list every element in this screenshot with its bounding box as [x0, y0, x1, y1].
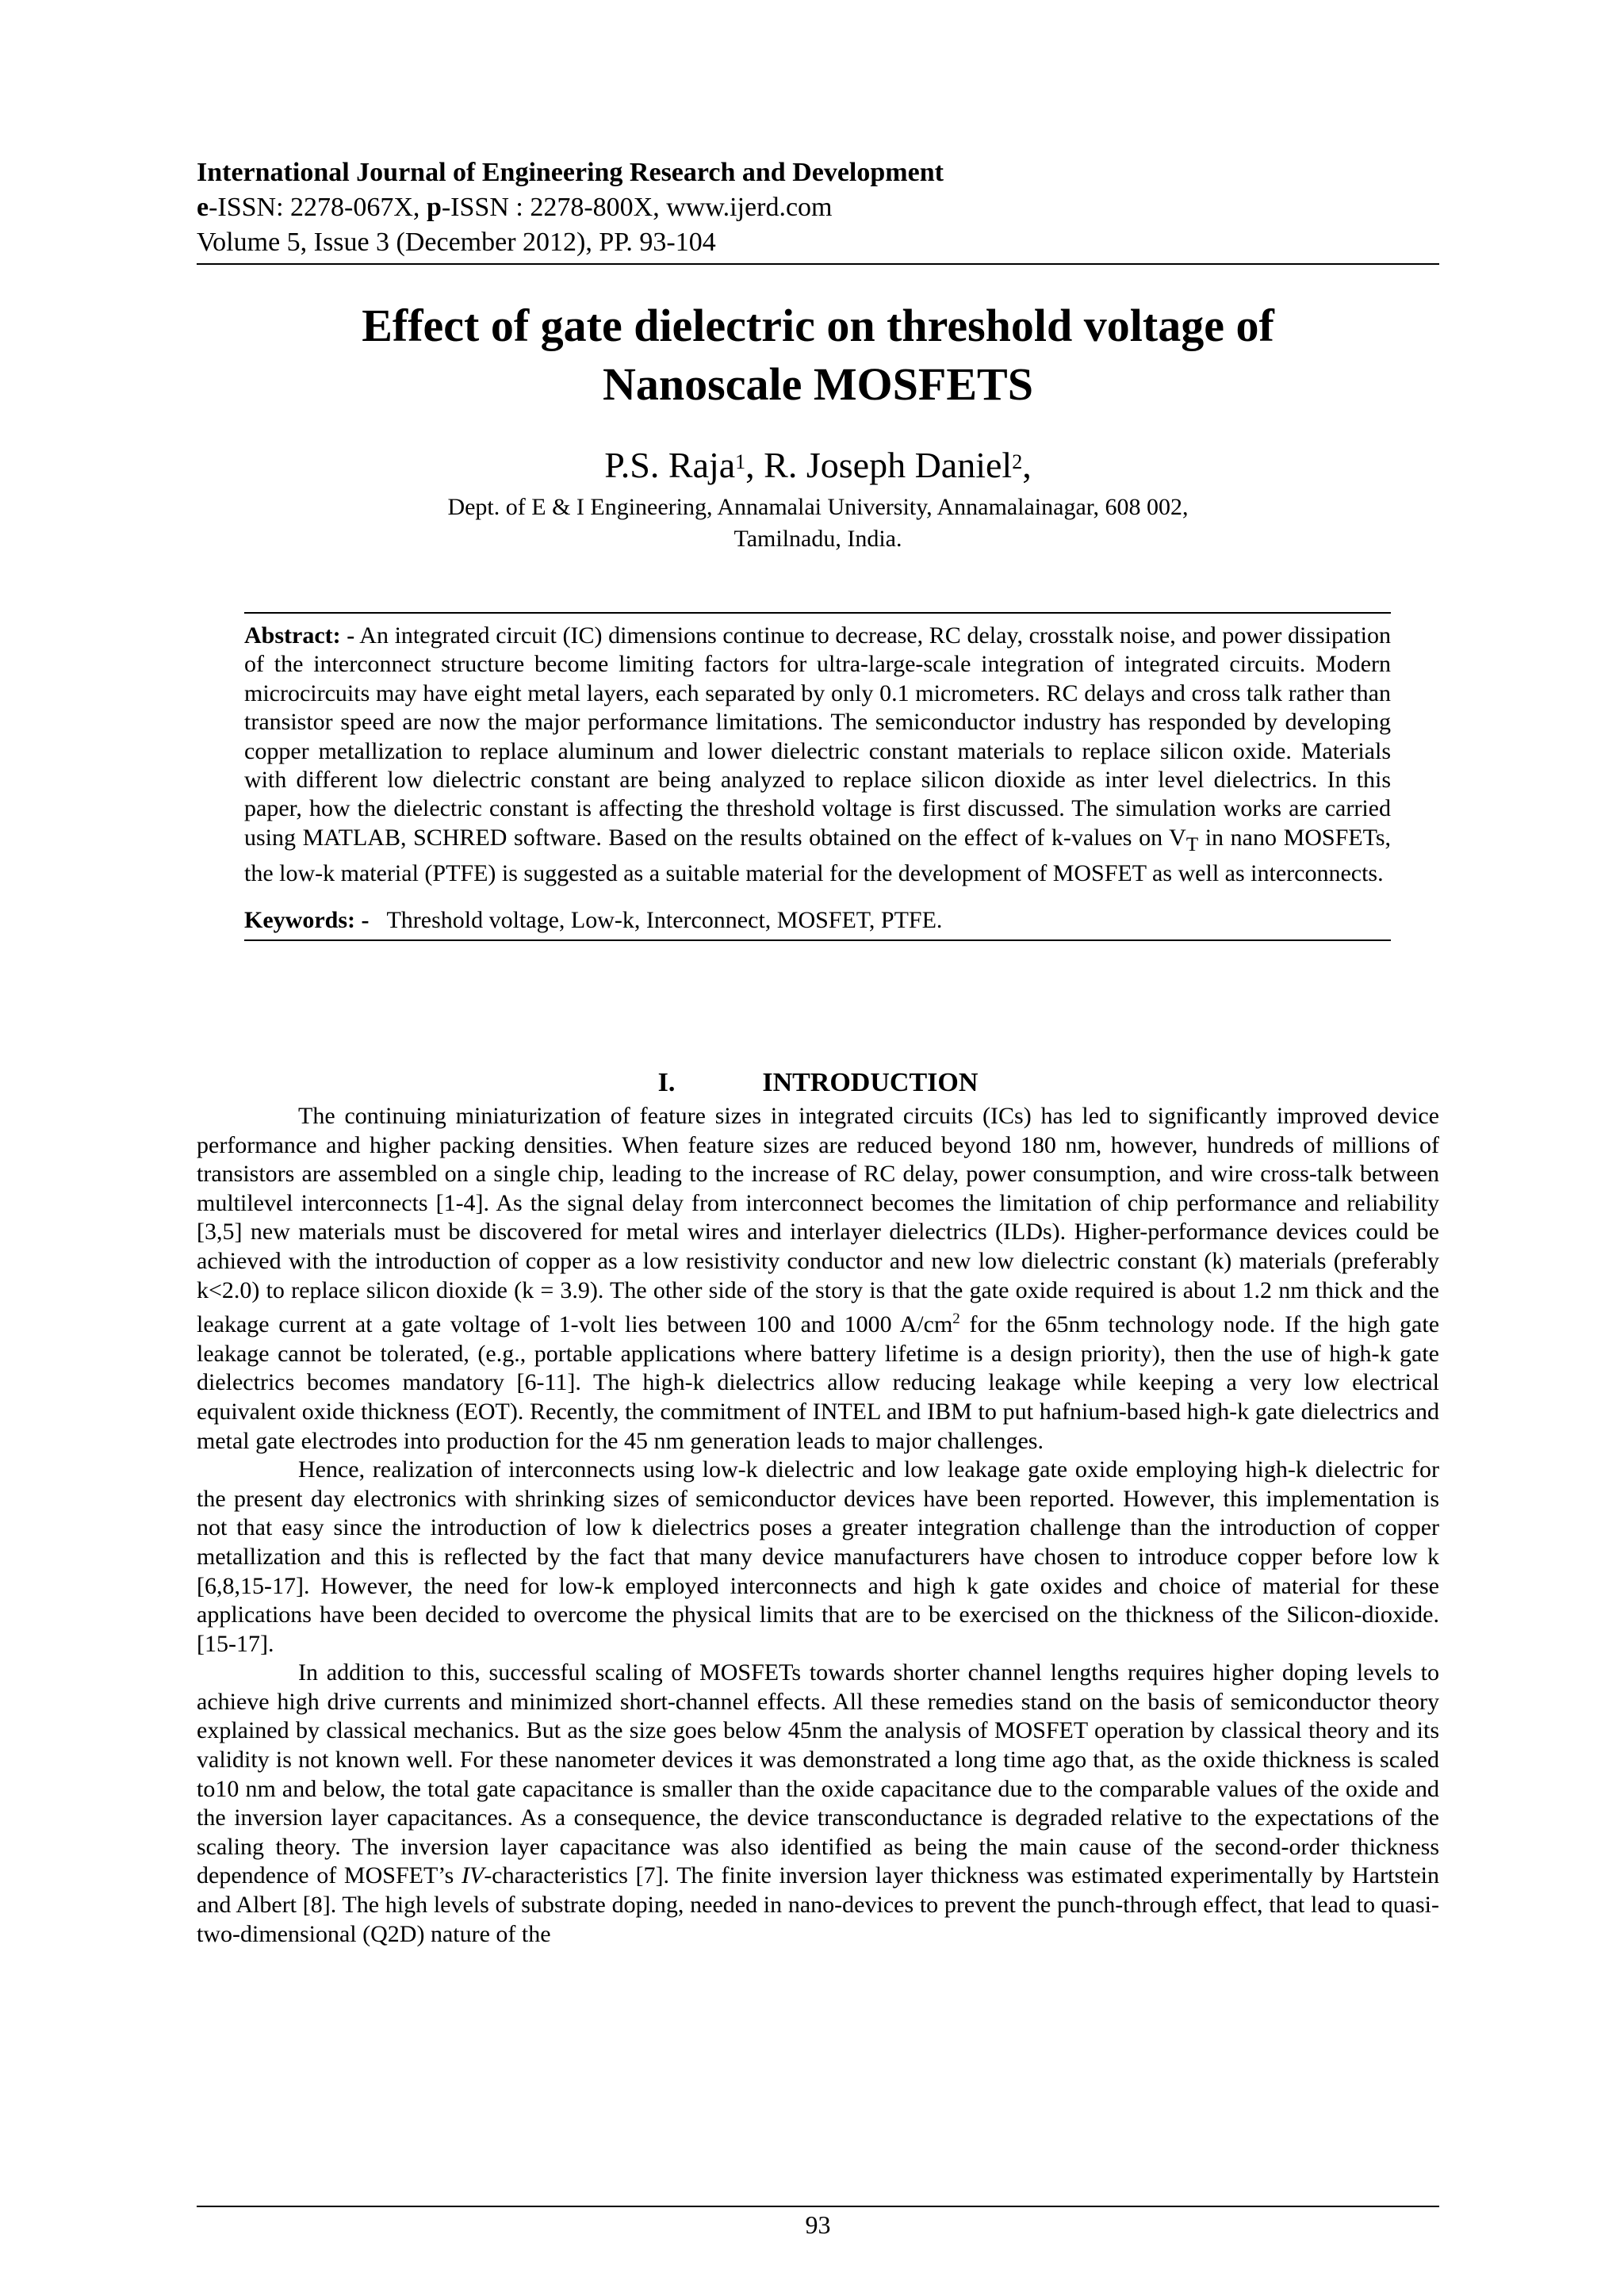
abstract-text-a: An integrated circuit (IC) dimensions continue to decrease, RC delay, crosstalk noise, and power dissipation of the interconnect structure become limiting factors for ultra-large-scale integration of integrated circuits. Modern microcircuits may have eight metal layers, each separated by only 0.1 micrometers. RC delays and cross talk rather than transistor speed are now the major performance limitations. The semiconductor industry has responded by developing copper metallization to replace aluminum and lower dielectric constant materials to replace silicon oxide. Materials with different low dielectric constant are being analyzed to replace silicon dioxide as inter level dielectrics. In this paper, how the dielectric constant is affecting the threshold voltage is first discussed. The simulation works are carried using MATLAB, SCHRED software. Based on the results obtained on the effect of k-values on V	[244, 622, 1391, 851]
intro-p1-a: The continuing miniaturization of feature sizes in integrated circuits (ICs) has led to significantly improved device performance and higher packing densities. When feature sizes are reduced beyond 180 nm, however, hundreds of millions of transistors are assembled on a single chip, leading to the increase of RC delay, power consumption, and wire cross-talk between multilevel interconnects [1-4]. As the signal delay from interconnect becomes the limitation of chip performance and reliability [3,5] new materials must be discovered for metal wires and interlayer dielectrics (ILDs). Higher-performance devices could be achieved with the introduction of copper as a low resistivity conductor and new low dielectric constant (k) materials (preferably k<2.0) to replace silicon dioxide (k = 3.9). The other side of the story is that the gate oxide required is about 1.2 nm thick and the leakage current at a gate voltage of 1-volt lies between 100 and 1000 A/cm	[197, 1103, 1439, 1338]
page-number: 93	[805, 2210, 831, 2239]
intro-paragraph-3	[197, 1659, 1439, 1949]
journal-header	[197, 155, 1438, 260]
abstract-label: Abstract: -	[244, 622, 355, 649]
abstract-box	[244, 612, 1391, 941]
affiliation-line-1: Dept. of E & I Engineering, Annamalai University, Annamalainagar, 608 002,	[447, 494, 1189, 520]
eissn-text: -ISSN: 2278-067X,	[209, 193, 427, 222]
author-2: R. Joseph Daniel	[764, 445, 1013, 485]
affiliation	[197, 492, 1439, 555]
abstract-top-rule	[244, 612, 1391, 614]
author-separator: ,	[745, 445, 764, 485]
keywords-label: Keywords: -	[244, 906, 370, 933]
iv-italic: IV	[461, 1862, 485, 1889]
section-number: I.	[657, 1068, 676, 1097]
abstract-text-b: in nano MOSFETs, the low-k material (PTFE) is suggested as a suitable material for the development of MOSFET as well as interconnects.	[244, 824, 1392, 887]
header-divider	[197, 263, 1439, 265]
pissn-text: -ISSN : 2278-800X, www.ijerd.com	[441, 193, 833, 222]
intro-p1-b: for the 65nm technology node. If the high gate leakage cannot be tolerated, (e.g., portable applications where battery lifetime is a design priority), then the use of high-k gate dielectrics becomes mandatory [6-11]. The high-k dielectrics allow reducing leakage while keeping a very low electrical equivalent oxide thickness (EOT). Recently, the commitment of INTEL and IBM to put hafnium-based high-k gate dielectrics and metal gate electrodes into production for the 45 nm generation leads to major challenges.	[197, 1311, 1440, 1454]
intro-p3-a: In addition to this, successful scaling of MOSFETs towards shorter channel lengths requires higher doping levels to achieve high drive currents and minimized short-channel effects. All these remedies stand on the basis of semiconductor theory explained by classical mechanics. But as the size goes below 45nm the analysis of MOSFET operation by classical theory and its validity is not known well. For these nanometer devices it was demonstrated a long time ago that, as the oxide thickness is scaled to10 nm and below, the total gate capacitance is smaller than the oxide capacitance due to the comparable values of the oxide and the inversion layer capacitances. As a consequence, the device transconductance is degraded relative to the expectations of the scaling theory. The inversion layer capacitance was also identified as being the main cause of the second-order thickness dependence of MOSFET’s	[197, 1659, 1439, 1889]
journal-name: International Journal of Engineering Research and Development	[197, 158, 944, 187]
body-text	[197, 1102, 1439, 1949]
abstract	[244, 622, 1391, 889]
intro-paragraph-2: Hence, realization of interconnects using low-k dielectric and low leakage gate oxide employing high-k dielectric for the present day electronics with shrinking sizes of semiconductor devices have been reported. However, this implementation is not that easy since the introduction of low k dielectrics poses a greater integration challenge than the introduction of copper metallization and this is reflected by the fact that many device manufacturers have chosen to introduce copper before low k [6,8,15-17]. However, the need for low-k employed interconnects and high k gate oxides and choice of material for these applications have been decided to overcome the physical limits that are to be exercised on the thickness of the Silicon-dioxide. [15-17].	[197, 1456, 1439, 1657]
eissn-label: e	[197, 193, 209, 222]
author-2-affil-mark: 2	[1012, 450, 1023, 473]
vt-subscript: T	[1185, 833, 1199, 855]
intro-p3-b: -characteristics [7]. The finite inversion layer thickness was estimated experimentally by Hartstein and Albert [8]. The high levels of substrate doping, needed in nano-devices to prevent the punch-through effect, that lead to quasi-two-dimensional (Q2D) nature of the	[197, 1862, 1439, 1947]
intro-paragraph-1	[197, 1102, 1439, 1456]
footer-divider	[197, 2206, 1439, 2207]
author-1: P.S. Raja	[604, 445, 736, 485]
abstract-bottom-rule	[244, 939, 1391, 941]
keywords-text: Threshold voltage, Low-k, Interconnect, MOSFET, PTFE.	[369, 906, 943, 933]
volume-line: Volume 5, Issue 3 (December 2012), PP. 93-104	[197, 228, 716, 257]
title-line-2: Nanoscale MOSFETS	[603, 358, 1033, 410]
paper-title	[197, 297, 1439, 414]
section-heading	[197, 1066, 1439, 1100]
author-tail: ,	[1022, 445, 1032, 485]
section-title: INTRODUCTION	[762, 1068, 979, 1097]
affiliation-line-2: Tamilnadu, India.	[733, 526, 902, 552]
issn-line	[197, 190, 1438, 225]
author-list	[197, 442, 1439, 488]
keywords	[244, 906, 1391, 935]
author-1-affil-mark: 1	[735, 450, 746, 473]
pissn-label: p	[426, 193, 442, 222]
unit-superscript: 2	[952, 1311, 960, 1328]
title-line-1: Effect of gate dielectric on threshold voltage of	[362, 300, 1274, 351]
